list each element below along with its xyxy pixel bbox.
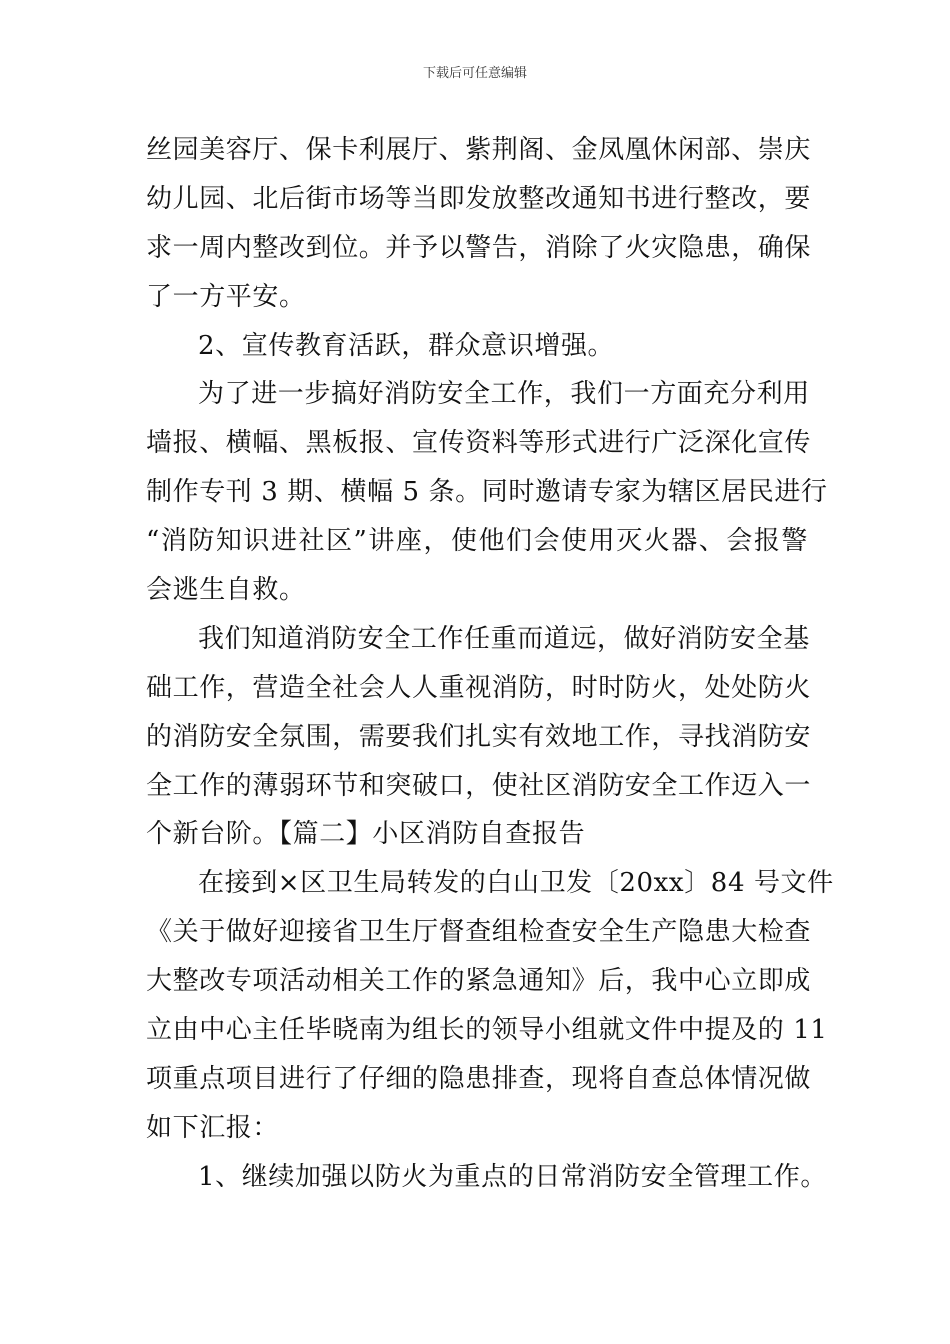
text-line: 求一周内整改到位。并予以警告，消除了火灾隐患，确保 <box>146 232 812 263</box>
text-line: 制作专刊 3 期、横幅 5 条。同时邀请专家为辖区居民进行 <box>146 477 828 508</box>
text-line: 础工作，营造全社会人人重视消防，时时防火，处处防火 <box>146 672 812 703</box>
text-line: 我们知道消防安全工作任重而道远，做好消防安全基 <box>198 623 810 654</box>
text-line: 2、宣传教育活跃，群众意识增强。 <box>198 330 615 361</box>
text-line: 大整改专项活动相关工作的紧急通知》后，我中心立即成 <box>146 966 812 997</box>
text-line: 1、继续加强以防火为重点的日常消防安全管理工作。 <box>198 1161 827 1192</box>
page-header: 下载后可任意编辑 <box>422 66 527 81</box>
text-line: 墙报、横幅、黑板报、宣传资料等形式进行广泛深化宣传 <box>146 428 812 459</box>
text-line: 的消防安全氛围，需要我们扎实有效地工作，寻找消防安 <box>146 721 812 752</box>
text-line: 立由中心主任毕晓南为组长的领导小组就文件中提及的 11 <box>146 1015 828 1046</box>
text-line: “消防知识进社区”讲座，使他们会使用灭火器、会报警 <box>146 526 808 557</box>
text-line: 为了进一步搞好消防安全工作，我们一方面充分利用 <box>198 379 810 410</box>
text-line: 如下汇报： <box>146 1112 280 1143</box>
text-line: 丝园美容厅、保卡利展厅、紫荆阁、金凤凰休闲部、崇庆 <box>146 135 812 165</box>
text-line: 全工作的薄弱环节和突破口，使社区消防安全工作迈入一 <box>146 770 812 801</box>
text-line: 幼儿园、北后街市场等当即发放整改通知书进行整改，要 <box>146 183 812 214</box>
text-line: 《关于做好迎接省卫生厅督查组检查安全生产隐患大检查 <box>146 917 812 948</box>
text-line: 个新台阶。【篇二】小区消防自查报告 <box>146 819 586 850</box>
text-line: 在接到×区卫生局转发的白山卫发〔20xx〕84 号文件 <box>198 868 834 899</box>
text-line: 了一方平安。 <box>146 281 306 312</box>
text-line: 项重点项目进行了仔细的隐患排查，现将自查总体情况做 <box>146 1063 812 1094</box>
document-body <box>146 126 834 1202</box>
text-line: 会逃生自救。 <box>146 575 306 606</box>
